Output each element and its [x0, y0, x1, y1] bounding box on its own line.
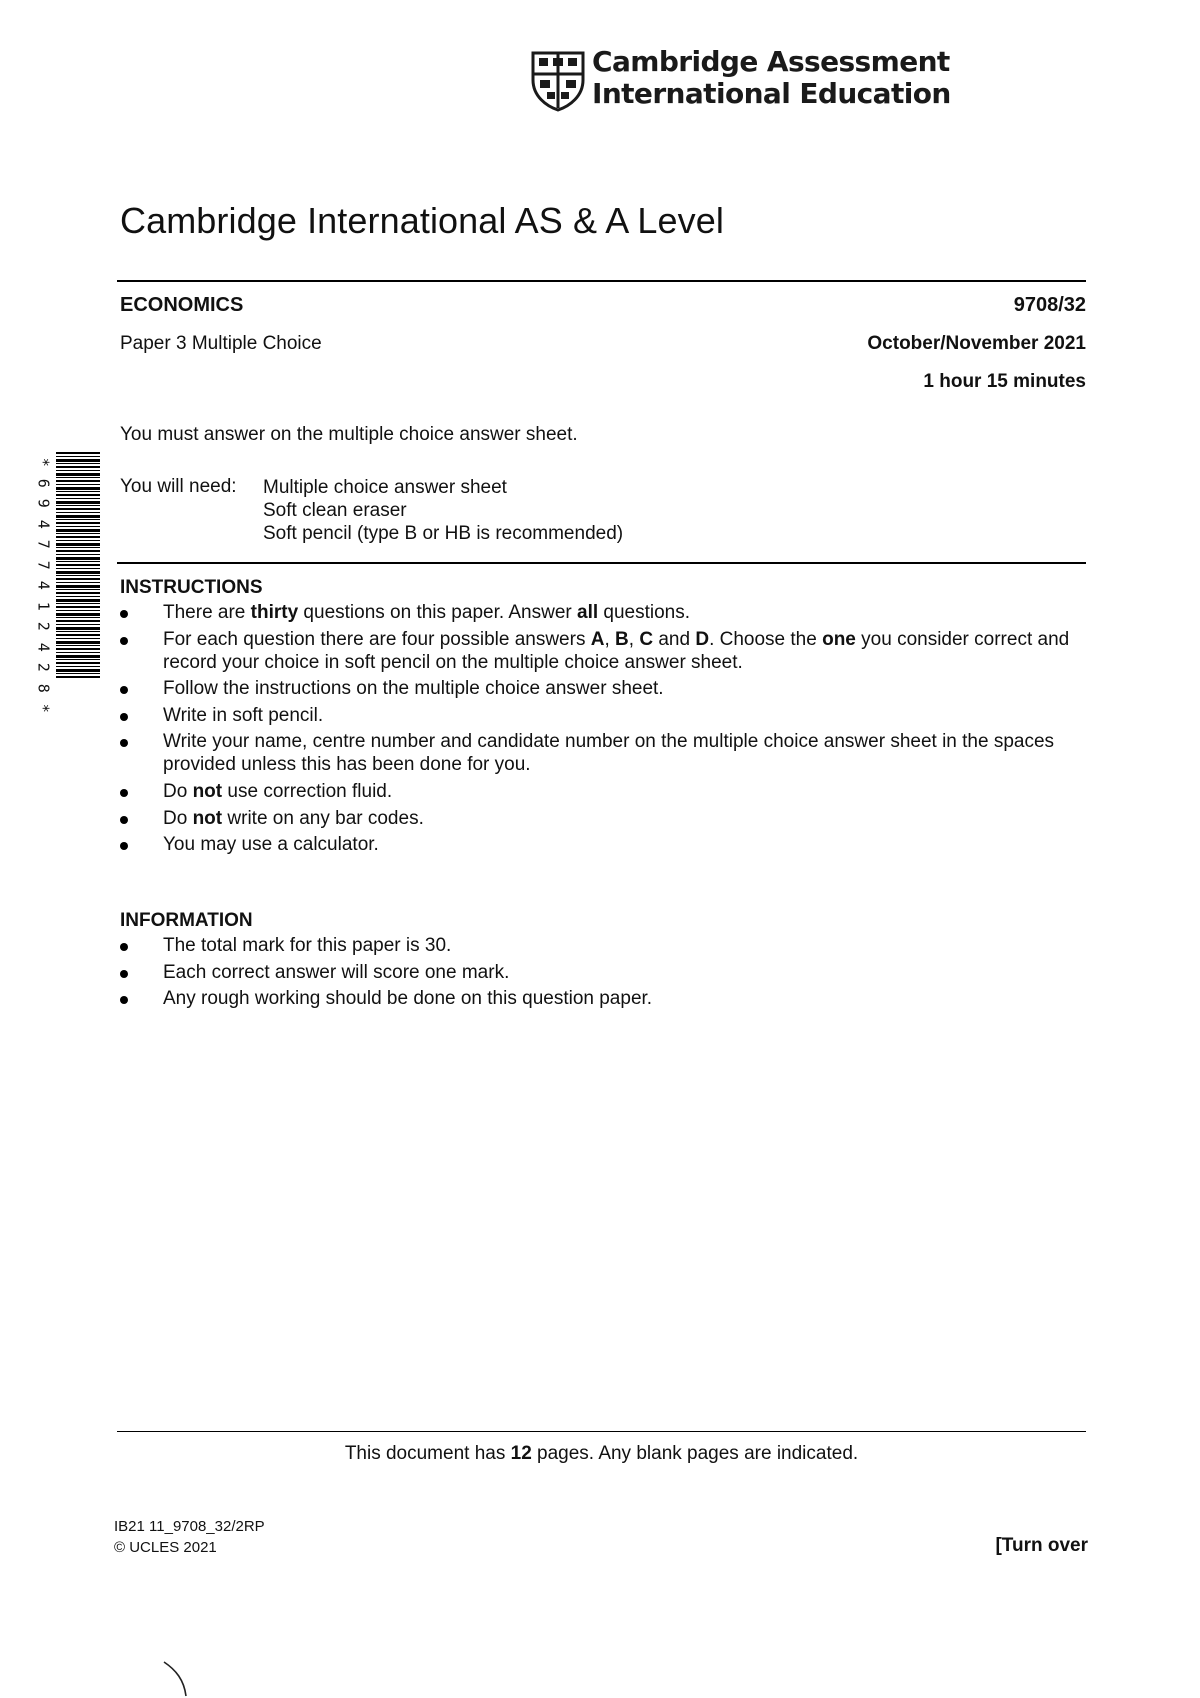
shield-crest-icon	[530, 50, 586, 112]
paper-reference	[114, 1516, 265, 1558]
text-segment: write on any bar codes.	[222, 807, 424, 829]
text-segment: There are	[163, 602, 251, 623]
text-segment: ,	[604, 628, 616, 650]
logo-line-2: International Education	[592, 77, 951, 110]
barcode-char: 4	[34, 642, 53, 652]
bullet-dot-icon	[120, 996, 128, 1004]
text-segment: Follow the instructions on the multiple choice answer sheet.	[163, 678, 664, 700]
text-segment: . Choose the	[709, 628, 823, 650]
text-segment: C	[639, 628, 654, 650]
instructions-divider	[117, 562, 1086, 564]
bullet-dot-icon	[120, 713, 128, 721]
cambridge-logo	[530, 45, 951, 116]
information-list	[120, 934, 1090, 1014]
text-segment: use correction fluid.	[222, 780, 393, 802]
text-segment: not	[192, 780, 223, 802]
text-segment: Any rough working should be done on this question paper.	[163, 988, 653, 1010]
you-will-need-list	[263, 476, 623, 545]
text-segment: and	[653, 628, 696, 650]
bullet-item	[120, 704, 1090, 727]
barcode-char: 9	[34, 498, 53, 508]
needed-item: Soft pencil (type B or HB is recommended)	[263, 523, 624, 544]
needed-item: Multiple choice answer sheet	[263, 477, 507, 498]
information-heading: INFORMATION	[120, 910, 253, 931]
text-segment: A	[590, 628, 605, 650]
barcode-char: 6	[34, 478, 53, 488]
needed-item: Soft clean eraser	[263, 500, 407, 521]
bullet-item	[120, 628, 1090, 674]
bullet-item	[120, 934, 1090, 957]
text-segment: pages. Any blank pages are indicated.	[531, 1443, 859, 1464]
text-segment: 12	[510, 1443, 532, 1464]
bullet-dot-icon	[120, 943, 128, 951]
text-segment: thirty	[250, 602, 299, 623]
page-count-note	[117, 1443, 1086, 1465]
bullet-item	[120, 833, 1090, 856]
pen-mark	[160, 1660, 200, 1698]
text-segment: all	[577, 602, 599, 623]
barcode-char: 2	[34, 621, 53, 631]
bullet-item	[120, 807, 1090, 830]
text-segment: Do	[163, 780, 193, 802]
text-segment: you consider correct and record your choice in soft pencil on the multiple choice answer sheet.	[163, 628, 1070, 673]
bullet-dot-icon	[120, 637, 128, 645]
footer-divider	[117, 1431, 1086, 1432]
paper-name: Paper 3 Multiple Choice	[120, 333, 322, 354]
bullet-dot-icon	[120, 842, 128, 850]
text-segment: one	[822, 628, 856, 650]
text-segment: Do	[163, 807, 193, 829]
header-divider	[117, 280, 1086, 282]
component-code: 9708/32	[1013, 294, 1086, 316]
text-segment: B	[615, 628, 629, 650]
text-segment: The total mark for this paper is 30.	[163, 935, 452, 956]
logo-line-1: Cambridge Assessment	[592, 45, 950, 78]
barcode-char: 7	[34, 539, 53, 549]
exam-duration: 1 hour 15 minutes	[923, 371, 1086, 392]
bullet-dot-icon	[120, 970, 128, 978]
instructions-heading: INSTRUCTIONS	[120, 577, 263, 598]
bullet-item	[120, 780, 1090, 803]
bullet-item	[120, 677, 1090, 700]
bullet-dot-icon	[120, 739, 128, 747]
bullet-dot-icon	[120, 610, 128, 618]
bullet-item	[120, 961, 1090, 984]
qualification-title: Cambridge International AS & A Level	[120, 200, 724, 241]
bullet-dot-icon	[120, 816, 128, 824]
barcode-char: 7	[34, 560, 53, 570]
bullet-item	[120, 987, 1090, 1010]
bullet-item	[120, 730, 1090, 776]
barcode-char: 2	[34, 662, 53, 672]
copyright-notice: © UCLES 2021	[114, 1539, 217, 1556]
text-segment: Write your name, centre number and candidate number on the multiple choice answer sheet in the spaces provided unless this has been done for you.	[163, 731, 1055, 776]
barcode-char: *	[34, 703, 53, 713]
text-segment: not	[192, 807, 223, 829]
barcode-char: 4	[34, 580, 53, 590]
text-segment: Each correct answer will score one mark.	[163, 961, 510, 983]
bullet-dot-icon	[120, 789, 128, 797]
text-segment: questions on this paper. Answer	[298, 602, 577, 623]
text-segment: This document has	[344, 1443, 511, 1464]
reference-code: IB21 11_9708_32/2RP	[114, 1518, 265, 1535]
barcode-digits	[34, 452, 52, 719]
logo-wordmark	[592, 46, 951, 110]
you-will-need-label: You will need:	[120, 476, 237, 497]
answer-instruction: You must answer on the multiple choice answer sheet.	[120, 424, 578, 445]
barcode-bars	[56, 452, 100, 678]
subject-name: ECONOMICS	[120, 294, 244, 316]
exam-session: October/November 2021	[867, 333, 1086, 354]
bullet-dot-icon	[120, 686, 128, 694]
barcode	[34, 452, 100, 713]
turn-over-label: [Turn over	[995, 1535, 1088, 1556]
barcode-char: 8	[34, 683, 53, 693]
barcode-char: 4	[34, 519, 53, 529]
barcode-char: 1	[34, 601, 53, 611]
barcode-char: *	[34, 457, 53, 467]
text-segment: You may use a calculator.	[163, 834, 379, 856]
bullet-item	[120, 601, 1090, 624]
text-segment: Write in soft pencil.	[163, 704, 324, 726]
text-segment: questions.	[598, 602, 691, 623]
text-segment: ,	[628, 628, 640, 650]
text-segment: D	[695, 628, 710, 650]
instructions-list	[120, 601, 1090, 860]
text-segment: For each question there are four possible answers	[163, 628, 591, 650]
